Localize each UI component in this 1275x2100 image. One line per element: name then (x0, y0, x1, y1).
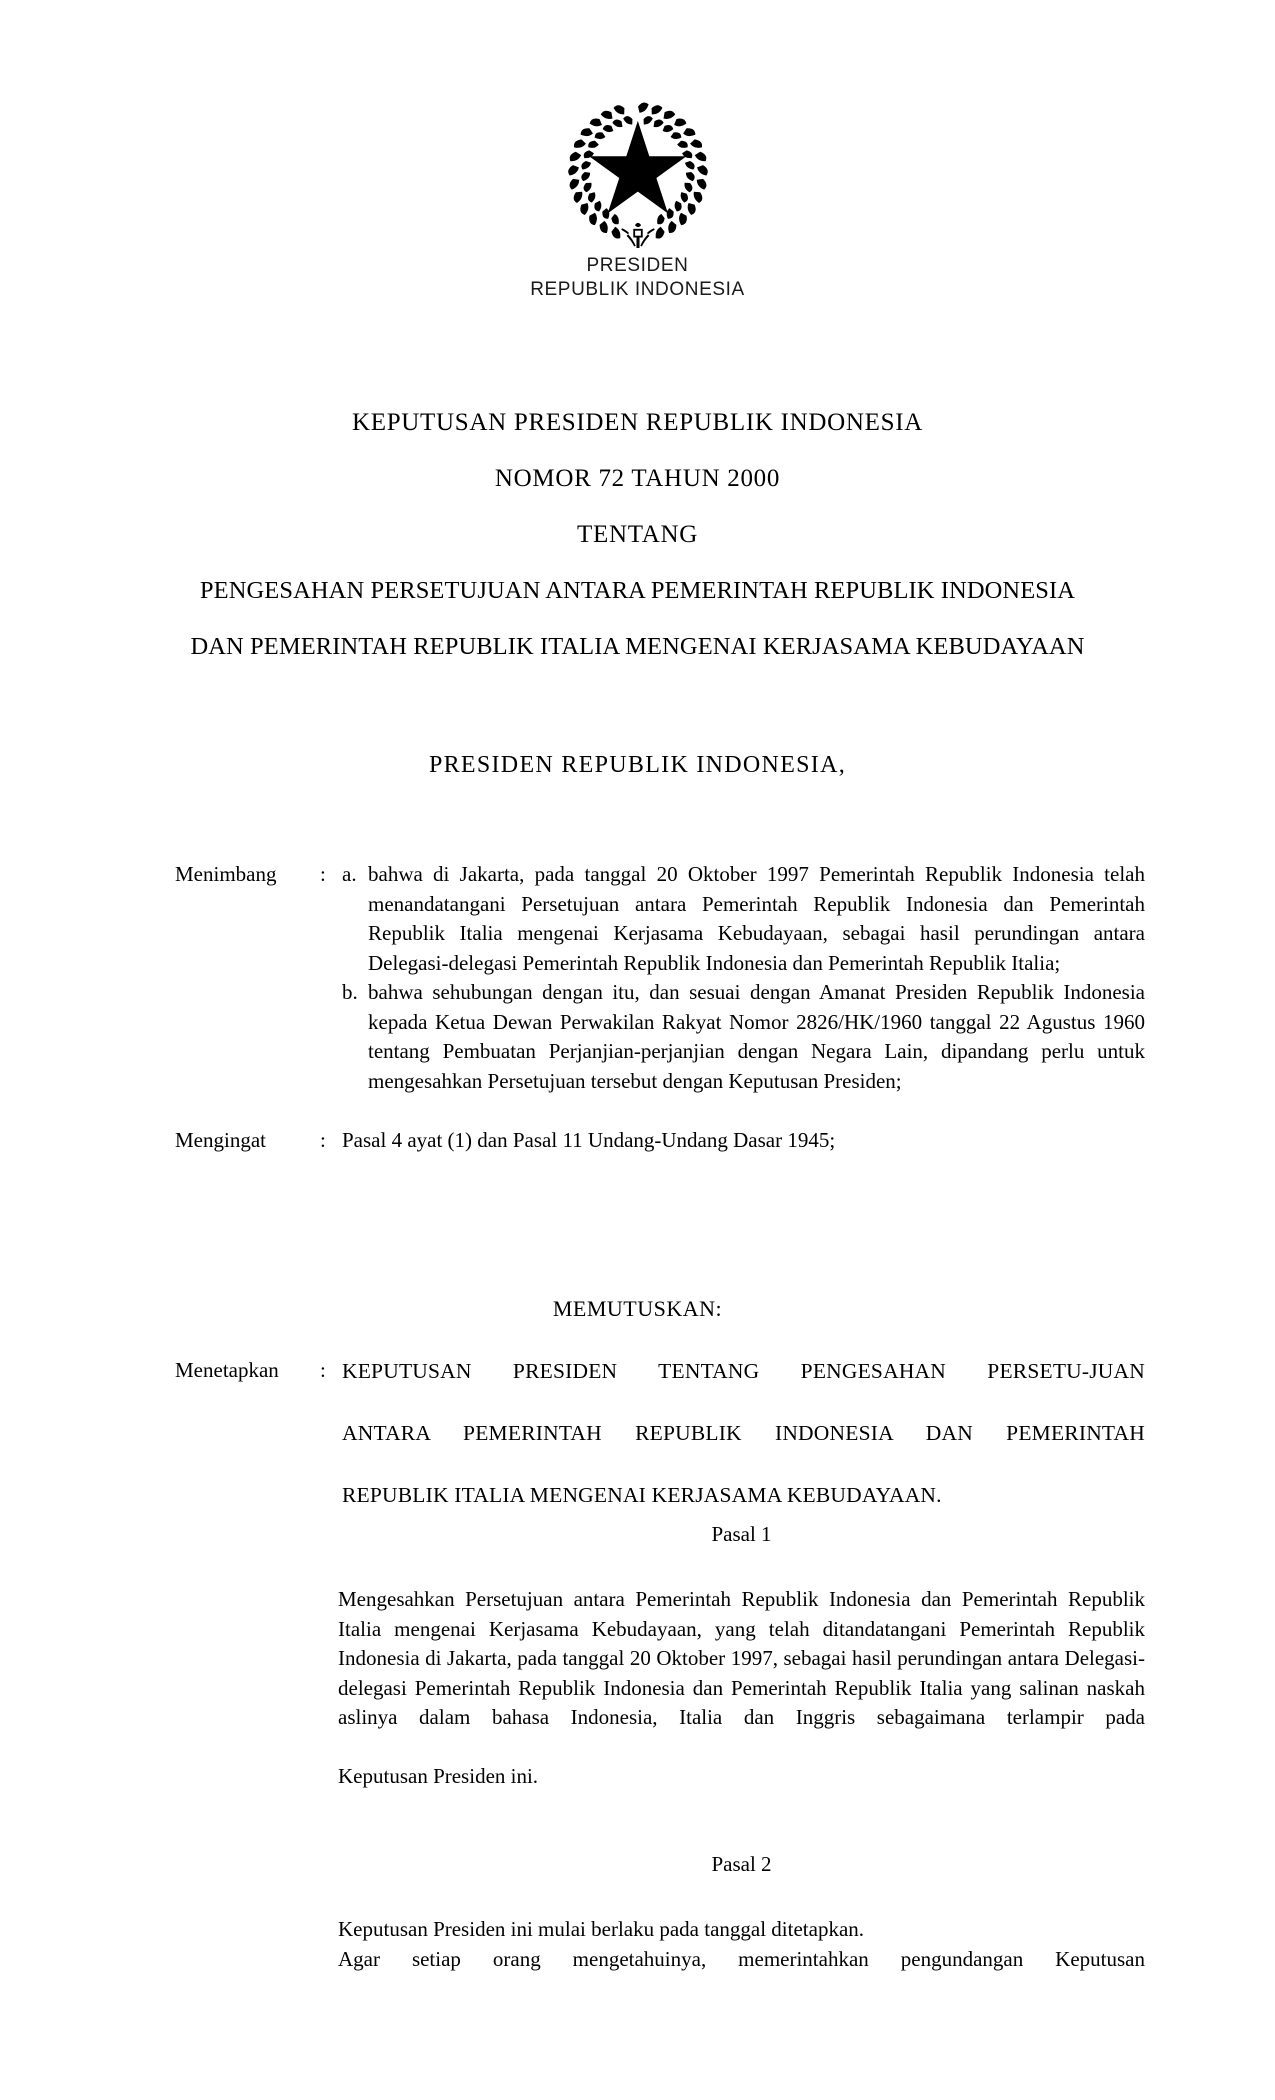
document-body (175, 860, 1145, 1156)
consideration-item-text: bahwa sehubungan dengan itu, dan sesuai dengan Amanat Presiden Republik Indonesia kepada Ketua Dewan Perwakilan Rakyat Nomor 2826/HK/1960 tanggal 22 Agustus 1960 tentang Pembuatan Perjanjian-perjanjian dengan Negara Lain, dipandang perlu untuk mengesahkan Persetujuan tersebut dengan Keputusan Presiden; (368, 980, 1145, 1093)
letterhead-caption (0, 254, 1275, 302)
title-number: NOMOR 72 TAHUN 2000 (494, 465, 781, 492)
stipulation-line-1: KEPUTUSAN PRESIDEN TENTANG PENGESAHAN PERSETU-JUAN (342, 1359, 1145, 1383)
title-about-label: TENTANG (577, 521, 698, 548)
letterhead-line-1: PRESIDEN (586, 255, 689, 276)
article-1-paragraph-main: Mengesahkan Persetujuan antara Pemerintah Republik Indonesia dan Pemerintah Republik Italia mengenai Kerjasama Kebudayaan, yang telah ditandatangani Pemerintah Republik Indonesia di Jakarta, pada tanggal 20 Oktober 1997, sebagai hasil perundingan antara Delegasi-delegasi Pemerintah Republik Indonesia dan Pemerintah Republik Italia yang salinan naskah aslinya dalam bahasa Indonesia, Italia dan Inggris sebagaimana terlampir pada (338, 1587, 1145, 1729)
title-decree-type: KEPUTUSAN PRESIDEN REPUBLIK INDONESIA (351, 409, 924, 436)
stipulation-label: Menetapkan (175, 1358, 279, 1382)
article-1-heading: Pasal 1 (711, 1522, 772, 1546)
stipulation-text (342, 1356, 1145, 1511)
legal-basis-label: Mengingat (175, 1128, 266, 1152)
document-title-block (0, 408, 1275, 662)
presiding-authority: PRESIDEN REPUBLIK INDONESIA, (428, 752, 847, 778)
article-2-heading: Pasal 2 (711, 1852, 772, 1876)
considerations-colon: : (320, 862, 326, 886)
considerations-label: Menimbang (175, 862, 277, 886)
title-subject-line-1: PENGESAHAN PERSETUJUAN ANTARA PEMERINTAH REPUBLIK INDONESIA (199, 577, 1076, 604)
article-1-paragraph-tail: Keputusan Presiden ini. (338, 1764, 539, 1788)
decision-header: MEMUTUSKAN: (552, 1296, 723, 1321)
stipulation-line-3: REPUBLIK ITALIA MENGENAI KERJASAMA KEBUDAYAAN. (342, 1483, 942, 1507)
consideration-item (342, 978, 1145, 1096)
consideration-item-marker: b. (342, 980, 358, 1004)
legal-basis-text: Pasal 4 ayat (1) dan Pasal 11 Undang-Undang Dasar 1945; (342, 1128, 836, 1152)
article-1-section (338, 1522, 1145, 1792)
article-2-line-1: Keputusan Presiden ini mulai berlaku pada tanggal ditetapkan. (338, 1917, 865, 1941)
consideration-item-marker: a. (342, 862, 357, 886)
legal-basis-colon: : (320, 1128, 326, 1152)
considerations-items (342, 860, 1145, 1096)
article-1-paragraph (338, 1585, 1145, 1792)
title-subject-line-2: DAN PEMERINTAH REPUBLIK ITALIA MENGENAI KERJASAMA KEBUDAYAAN (190, 633, 1085, 660)
legal-basis-block (175, 1126, 1145, 1156)
consideration-item (342, 860, 1145, 978)
consideration-item-text: bahwa di Jakarta, pada tanggal 20 Oktober 1997 Pemerintah Republik Indonesia telah menandatangani Persetujuan antara Pemerintah Republik Indonesia dan Pemerintah Republik Italia mengenai Kerjasama Kebudayaan, sebagai hasil perundingan antara Delegasi-delegasi Pemerintah Republik Indonesia dan Pemerintah Republik Italia; (368, 862, 1145, 975)
letterhead-line-2: REPUBLIK INDONESIA (530, 279, 745, 300)
stipulation-colon: : (320, 1358, 326, 1382)
article-2-line-2: Agar setiap orang mengetahuinya, memerintahkan pengundangan Keputusan (338, 1946, 1145, 1971)
considerations-block (175, 860, 1145, 1096)
letterhead (0, 96, 1275, 302)
stipulation-block (175, 1356, 1145, 1511)
garuda-star-wreath-emblem (562, 96, 714, 248)
article-2-paragraph (338, 1915, 1145, 2004)
article-2-section (338, 1852, 1145, 2004)
stipulation-line-2: ANTARA PEMERINTAH REPUBLIK INDONESIA DAN PEMERINTAH (342, 1421, 1145, 1445)
